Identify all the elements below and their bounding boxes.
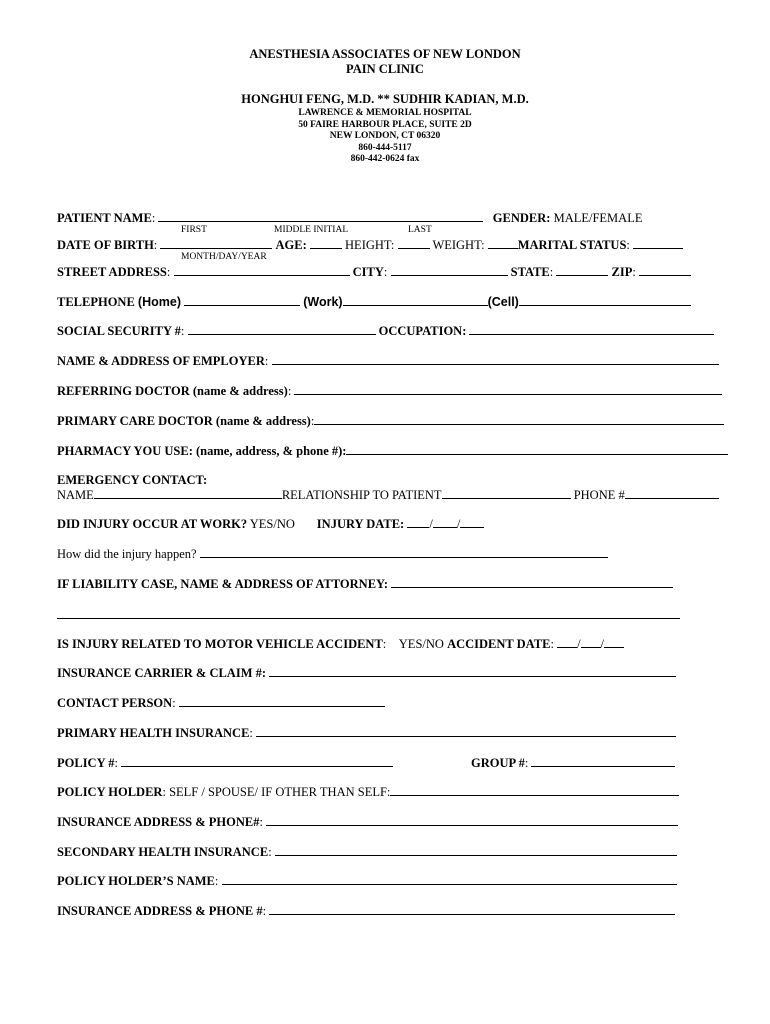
hospital-street: 50 FAIRE HARBOUR PLACE, SUITE 2D xyxy=(298,119,472,130)
patient-name-label: PATIENT NAME xyxy=(57,211,152,225)
how-injury-label: How did the injury happen? xyxy=(57,547,197,561)
policy-holder-row: POLICY HOLDER: SELF / SPOUSE/ IF OTHER THAN SELF: xyxy=(57,784,679,799)
pcp-label: PRIMARY CARE DOCTOR (name & address) xyxy=(57,414,311,428)
carrier-field[interactable] xyxy=(269,665,676,677)
secondary-insurance-field[interactable] xyxy=(275,844,677,856)
zip-field[interactable] xyxy=(639,264,691,276)
contact-person-row: CONTACT PERSON: xyxy=(57,695,385,710)
telephone-row xyxy=(57,294,691,309)
ssn-field[interactable] xyxy=(188,323,376,335)
how-injury-row xyxy=(57,546,608,561)
secondary-insurance-row: SECONDARY HEALTH INSURANCE: xyxy=(57,844,677,859)
occupation-label: OCCUPATION: xyxy=(378,324,467,338)
injury-date-label: INJURY DATE: xyxy=(316,517,405,531)
middle-initial-caption: MIDDLE INITIAL xyxy=(274,225,349,235)
first-name-caption: FIRST xyxy=(181,225,207,235)
policy-number-field[interactable] xyxy=(121,755,393,767)
ssn-row: SOCIAL SECURITY #: OCCUPATION: xyxy=(57,323,714,338)
city-field[interactable] xyxy=(391,264,508,276)
age-label: AGE: xyxy=(275,238,307,252)
dob-format-caption: MONTH/DAY/YEAR xyxy=(181,252,267,262)
group-row: GROUP #: xyxy=(471,755,675,770)
mva-options[interactable]: YES/NO xyxy=(398,637,444,651)
ec-relationship-label: RELATIONSHIP TO PATIENT xyxy=(281,488,442,502)
group-number-label: GROUP # xyxy=(471,756,525,770)
contact-person-field[interactable] xyxy=(179,695,385,707)
carrier-label: INSURANCE CARRIER & CLAIM #: xyxy=(57,666,267,680)
dob-row: DATE OF BIRTH: AGE: HEIGHT: WEIGHT: MARITAL STATUS: xyxy=(57,237,683,252)
ssn-label: SOCIAL SECURITY # xyxy=(57,324,181,338)
pharmacy-field[interactable] xyxy=(346,443,728,455)
emergency-contact-label: EMERGENCY CONTACT: xyxy=(57,473,208,487)
insurance-address-row: INSURANCE ADDRESS & PHONE#: xyxy=(57,814,678,829)
home-phone-label: (Home) xyxy=(137,295,181,309)
insurance-address-field[interactable] xyxy=(266,814,678,826)
height-field[interactable] xyxy=(398,237,430,249)
hospital-city: NEW LONDON, CT 06320 xyxy=(329,131,441,141)
ec-name-label: NAME xyxy=(57,488,94,502)
clinic-org-name: ANESTHESIA ASSOCIATES OF NEW LONDON xyxy=(249,47,521,61)
pharmacy-row xyxy=(57,443,728,458)
emergency-contact-heading xyxy=(57,473,207,487)
weight-label: WEIGHT: xyxy=(432,238,485,252)
insurance-address-2-field[interactable] xyxy=(269,903,675,915)
home-phone-field[interactable] xyxy=(184,294,300,306)
pcp-row: PRIMARY CARE DOCTOR (name & address): xyxy=(57,413,724,428)
doctors-names: HONGHUI FENG, M.D. ** SUDHIR KADIAN, M.D. xyxy=(241,92,529,106)
employer-row: NAME & ADDRESS OF EMPLOYER: xyxy=(57,353,719,368)
occupation-field[interactable] xyxy=(469,323,714,335)
employer-field[interactable] xyxy=(272,353,719,365)
state-label: STATE xyxy=(510,265,550,279)
primary-insurance-field[interactable] xyxy=(256,725,676,737)
how-injury-field[interactable] xyxy=(200,546,608,558)
hospital-fax: 860-442-0624 fax xyxy=(350,154,420,164)
injury-month-field[interactable] xyxy=(407,516,429,528)
marital-status-field[interactable] xyxy=(633,237,683,249)
policy-holder-name-field[interactable] xyxy=(222,873,677,885)
policy-holder-field[interactable] xyxy=(390,784,679,796)
attorney-field-line-2[interactable] xyxy=(57,618,680,619)
secondary-insurance-label: SECONDARY HEALTH INSURANCE xyxy=(57,845,269,859)
state-field[interactable] xyxy=(556,264,608,276)
height-label: HEIGHT: xyxy=(345,238,395,252)
employer-label: NAME & ADDRESS OF EMPLOYER xyxy=(57,354,265,368)
mva-label: IS INJURY RELATED TO MOTOR VEHICLE ACCIDENT xyxy=(57,637,383,651)
injury-day-field[interactable] xyxy=(433,516,457,528)
ec-phone-label: PHONE # xyxy=(573,488,625,502)
city-label: CITY xyxy=(352,265,384,279)
work-phone-label: (Work) xyxy=(303,295,343,309)
hospital-phone: 860-444-5117 xyxy=(358,142,412,153)
patient-name-field[interactable] xyxy=(158,210,483,222)
injury-year-field[interactable] xyxy=(460,516,484,528)
accident-day-field[interactable] xyxy=(581,636,601,648)
attorney-field[interactable] xyxy=(391,576,673,588)
injury-work-options[interactable]: YES/NO xyxy=(249,517,295,531)
group-number-field[interactable] xyxy=(531,755,675,767)
ec-relationship-field[interactable] xyxy=(442,487,571,499)
ec-phone-field[interactable] xyxy=(625,487,719,499)
zip-label: ZIP xyxy=(611,265,633,279)
pharmacy-label: PHARMACY YOU USE: (name, address, & phone #): xyxy=(57,444,347,458)
street-address-field[interactable] xyxy=(174,264,350,276)
address-row: STREET ADDRESS: CITY: STATE: ZIP: xyxy=(57,264,691,279)
primary-insurance-label: PRIMARY HEALTH INSURANCE xyxy=(57,726,250,740)
policy-holder-options[interactable]: SELF / SPOUSE/ IF OTHER THAN SELF: xyxy=(169,785,391,799)
hospital-name: LAWRENCE & MEMORIAL HOSPITAL xyxy=(298,108,472,118)
patient-name-row: PATIENT NAME: GENDER: MALE/FEMALE xyxy=(57,211,643,225)
telephone-label: TELEPHONE xyxy=(57,295,135,309)
carrier-row xyxy=(57,665,676,680)
street-address-label: STREET ADDRESS xyxy=(57,265,167,279)
accident-date-label: ACCIDENT DATE xyxy=(447,637,551,651)
accident-year-field[interactable] xyxy=(604,636,624,648)
insurance-address-label: INSURANCE ADDRESS & PHONE# xyxy=(57,815,260,829)
referring-doctor-field[interactable] xyxy=(294,383,722,395)
cell-phone-field[interactable] xyxy=(519,294,691,306)
age-field[interactable] xyxy=(310,237,342,249)
liability-label: IF LIABILITY CASE, NAME & ADDRESS OF ATTORNEY: xyxy=(57,577,389,591)
dob-field[interactable] xyxy=(160,237,272,249)
gender-options[interactable]: MALE/FEMALE xyxy=(553,211,643,225)
mva-row: IS INJURY RELATED TO MOTOR VEHICLE ACCIDENT: YES/NO ACCIDENT DATE: / / xyxy=(57,636,624,651)
dob-label: DATE OF BIRTH xyxy=(57,238,154,252)
primary-insurance-row: PRIMARY HEALTH INSURANCE: xyxy=(57,725,676,740)
referring-doctor-row: REFERRING DOCTOR (name & address): xyxy=(57,383,722,398)
insurance-address-2-row: INSURANCE ADDRESS & PHONE #: xyxy=(57,903,675,918)
policy-row: POLICY #: xyxy=(57,755,393,770)
emergency-contact-row xyxy=(57,487,719,502)
policy-number-label: POLICY # xyxy=(57,756,115,770)
referring-doctor-label: REFERRING DOCTOR (name & address) xyxy=(57,384,288,398)
policy-holder-name-label: POLICY HOLDER’S NAME xyxy=(57,874,215,888)
last-name-caption: LAST xyxy=(408,225,432,235)
gender-label: GENDER: xyxy=(492,211,551,225)
pcp-field[interactable] xyxy=(314,413,724,425)
ec-name-field[interactable] xyxy=(94,487,282,499)
weight-field[interactable] xyxy=(488,237,518,249)
contact-person-label: CONTACT PERSON xyxy=(57,696,173,710)
accident-month-field[interactable] xyxy=(557,636,577,648)
injury-work-label: DID INJURY OCCUR AT WORK? xyxy=(57,517,248,531)
clinic-name: PAIN CLINIC xyxy=(346,62,424,76)
injury-work-row: DID INJURY OCCUR AT WORK? YES/NO INJURY DATE: / / xyxy=(57,516,484,531)
insurance-address-2-label: INSURANCE ADDRESS & PHONE # xyxy=(57,904,263,918)
work-phone-field[interactable] xyxy=(343,294,488,306)
policy-holder-name-row: POLICY HOLDER’S NAME: xyxy=(57,873,677,888)
cell-phone-label: (Cell) xyxy=(487,295,519,309)
policy-holder-label: POLICY HOLDER xyxy=(57,785,163,799)
marital-status-label: MARITAL STATUS xyxy=(517,238,627,252)
liability-row xyxy=(57,576,673,591)
